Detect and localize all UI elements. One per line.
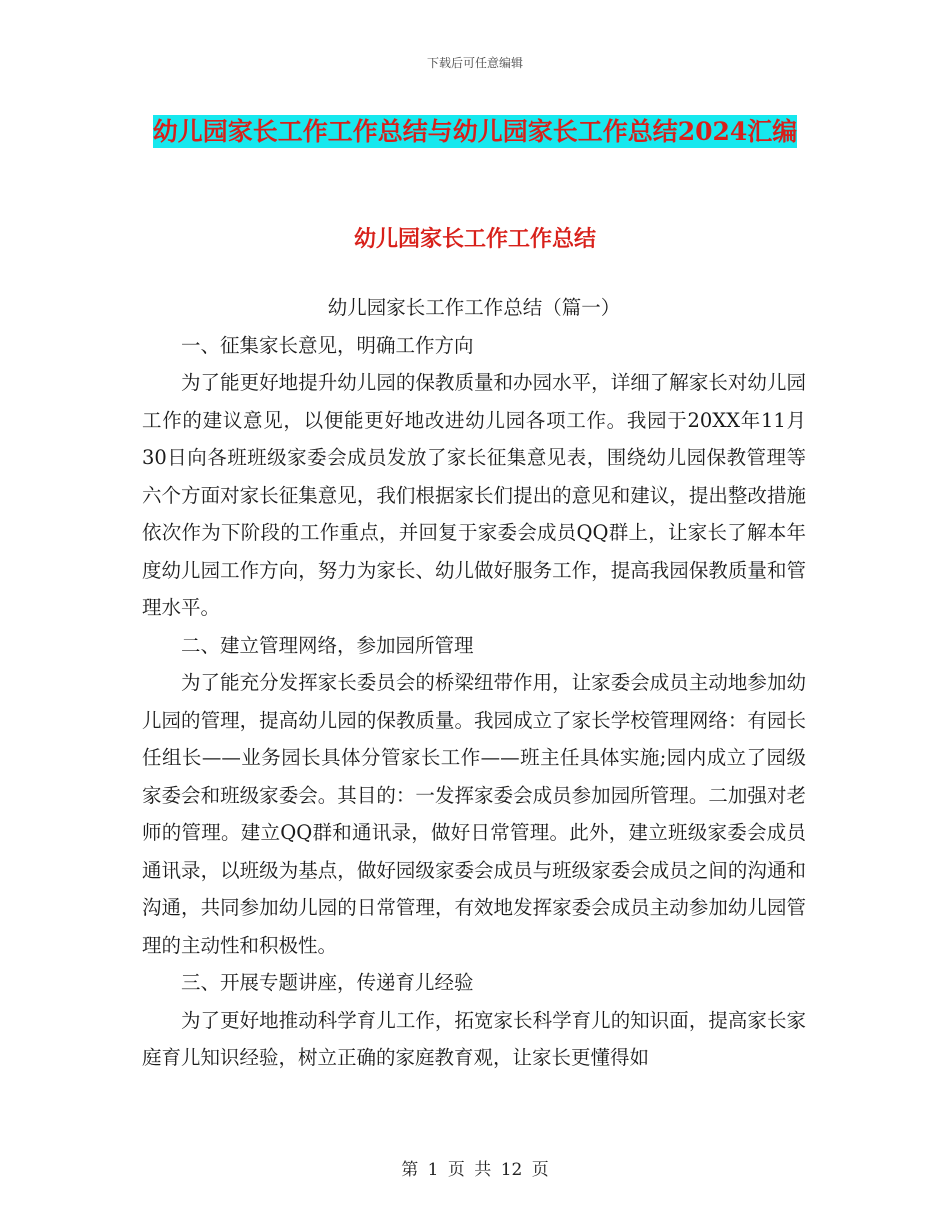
- section-title: 幼儿园家长工作工作总结: [353, 226, 596, 252]
- header-note: 下载后可任意编辑: [426, 56, 523, 70]
- heading-3: 三、开展专题讲座，传递育儿经验: [181, 971, 474, 994]
- document-title-text: 幼儿园家长工作工作总结与幼儿园家长工作总结2024汇编: [152, 117, 798, 146]
- paragraph-2: 为了能充分发挥家长委员会的桥梁纽带作用，让家委会成员主动地参加幼儿园的管理，提高幼儿园的保教质量。我园成立了家长学校管理网络：有园长任组长——业务园长具体分管家长工作——班主任具体实施;园内成立了园级家委会和班级家委会。其目的：一发挥家委会成员参加园所管理。二加强对老师的管理。建立QQ群和通讯录，做好日常管理。此外，建立班级家委会成员通讯录，以班级为基点，做好园级家委会成员与班级家委会成员之间的沟通和沟通，共同参加幼儿园的日常管理，有效地发挥家委会成员主动参加幼儿园管理的主动性和积极性。: [142, 671, 806, 957]
- heading-2: 二、建立管理网络，参加园所管理: [181, 633, 474, 657]
- heading-1: 一、征集家长意见，明确工作方向: [181, 333, 474, 357]
- document-title: [140, 108, 810, 155]
- body-text: [142, 289, 806, 1077]
- paragraph-1: 为了能更好地提升幼儿园的保教质量和办园水平，详细了解家长对幼儿园工作的建议意见，以便能更好地改进幼儿园各项工作。我园于20XX年11月30日向各班班级家委会成员发放了家长征集意见表，围绕幼儿园保教管理等六个方面对家长征集意见，我们根据家长们提出的意见和建议，提出整改措施依次作为下阶段的工作重点，并回复于家委会成员QQ群上，让家长了解本年度幼儿园工作方向，努力为家长、幼儿做好服务工作，提高我园保教质量和管理水平。: [142, 371, 806, 619]
- subtitle: 幼儿园家长工作工作总结（篇一）: [327, 296, 621, 319]
- paragraph-3: 为了更好地推动科学育儿工作，拓宽家长科学育儿的知识面，提高家长家庭育儿知识经验，树立正确的家庭教育观，让家长更懂得如: [142, 1008, 806, 1069]
- page-footer: 第 1 页 共 12 页: [401, 1160, 549, 1180]
